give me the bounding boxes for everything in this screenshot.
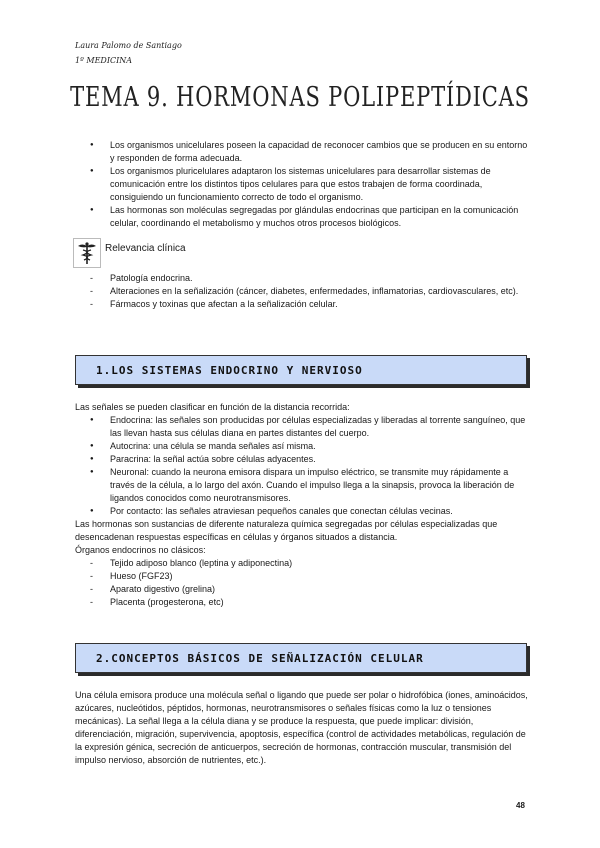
list-item: - Alteraciones en la señalización (cáncer, diabetes, enfermedades, inflamatorias, cardiovasculares, etc). [75,285,530,298]
list-item: - Fármacos y toxinas que afectan a la señalización celular. [75,298,530,311]
page-title: TEMA 9. HORMONAS POLIPEPTÍDICAS [70,82,530,113]
list-item: - Tejido adiposo blanco (leptina y adiponectina) [75,557,530,570]
section-2-heading [75,643,527,673]
list-item: - Patología endocrina. [75,272,530,285]
list-item: ● Los organismos unicelulares poseen la capacidad de reconocer cambios que se producen en su entorno y responden de forma adecuada. [75,139,530,165]
hormones-paragraph: Las hormonas son sustancias de diferente naturaleza química segregadas por células especializadas que desencadenan respuestas específicas en células y órganos situados a distancia. [75,519,498,542]
clinical-list [75,272,530,311]
section-1-title: 1.LOS SISTEMAS ENDOCRINO Y NERVIOSO [96,363,363,377]
list-item: - Aparato digestivo (grelina) [75,583,530,596]
list-item: ● Las hormonas son moléculas segregadas por glándulas endocrinas que participan en la comunicación celular, coordinando el metabolismo y muchos otros procesos biológicos. [75,204,530,230]
section-2-paragraph: Una célula emisora produce una molécula señal o ligando que puede ser polar o hidrofóbica (iones, aminoácidos, azúcares, nucleótidos, péptidos, hormonas, neurotransmisores o señales físicas como la luz o tensiones mecánicas). La señal llega a la célula diana y se produce la respuesta, que puede implicar: división, diferenciación, migración, supervivencia, apoptosis, específica (control de actividades metabólicas, regulación de la expresión génica, secreción de anticuerpos, secreción de hormonas, contracción muscular, transmisión del impulso nervioso, absorción de nutrientes, etc.). [75,690,528,765]
list-item: ● Los organismos pluricelulares adaptaron los sistemas unicelulares para desarrollar sistemas de comunicación entre los distintos tipos celulares para que estos trabajen de forma coordinada, consiguiendo un funcionamiento correcto de todo el organismo. [75,165,530,204]
clinical-relevance-header [73,238,186,268]
course-label: 1º MEDICINA [75,56,133,65]
list-item: ● Por contacto: las señales atraviesan pequeños canales que conectan células vecinas. [75,505,530,518]
organs-label: Órganos endocrinos no clásicos: [75,545,206,555]
list-item: ● Neuronal: cuando la neurona emisora dispara un impulso eléctrico, se transmite muy rápidamente a través de la célula, a lo largo del axón. Cuando el impulso llega a la sinapsis, provoca la liberación de ligandos conocidos como neurotransmisores. [75,466,530,505]
page-header [75,38,182,68]
caduceus-icon [73,238,101,268]
clinical-relevance-label: Relevancia clínica [105,242,186,254]
section-1-intro: Las señales se pueden clasificar en función de la distancia recorrida: [75,402,350,412]
list-item: - Hueso (FGF23) [75,570,530,583]
list-item: - Placenta (progesterona, etc) [75,596,530,609]
section-2-title: 2.CONCEPTOS BÁSICOS DE SEÑALIZACIÓN CELULAR [96,651,424,665]
section-1-content [75,401,530,609]
section-1-heading [75,355,527,385]
author-name: Laura Palomo de Santiago [75,41,182,50]
list-item: ● Endocrina: las señales son producidas por células especializadas y liberadas al torrente sanguíneo, que las llevan hasta sus células diana en partes distantes del cuerpo. [75,414,530,440]
list-item: ● Paracrina: la señal actúa sobre células adyacentes. [75,453,530,466]
list-item: ● Autocrina: una célula se manda señales así misma. [75,440,530,453]
page-number: 48 [516,801,525,810]
intro-list [75,139,530,230]
